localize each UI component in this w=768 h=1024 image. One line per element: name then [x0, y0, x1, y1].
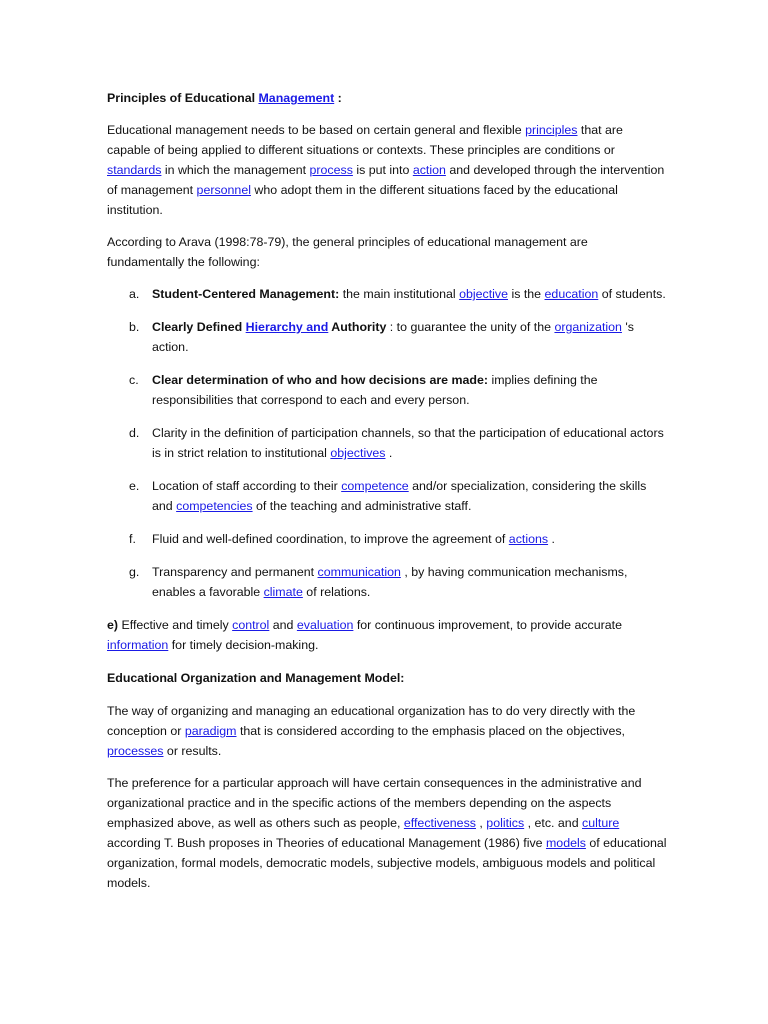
link-climate[interactable]: climate — [263, 585, 303, 599]
preference-paragraph: The preference for a particular approach will have certain consequences in the administrative and organizational practice and in the specific actions of the members depending on the aspects emphasized above, as well as others such as people, effectiveness , politics , etc. and culture according T. Bush proposes in Theories of educational Management (1986) five models of educational organization, formal models, democratic models, subjective models, ambiguous models and political models. — [107, 776, 667, 890]
arava-paragraph: According to Arava (1998:78-79), the general principles of educational management are fundamentally the following: — [107, 235, 588, 269]
list-item: c. Clear determination of who and how decisions are made: implies defining the responsibilities that correspond to each and every person. — [129, 373, 598, 407]
link-hierarchy-and[interactable]: Hierarchy and — [245, 320, 329, 334]
link-education[interactable]: education — [544, 287, 599, 301]
organizing-paragraph: The way of organizing and managing an educational organization has to do very directly with the conception or paradigm that is considered according to the emphasis placed on the objectives, processes or results. — [107, 704, 636, 758]
link-information[interactable]: information — [107, 638, 169, 652]
list-item: g. Transparency and permanent communication , by having communication mechanisms, enables a favorable climate of relations. — [129, 565, 628, 599]
principles-list — [107, 284, 667, 602]
link-actions[interactable]: actions — [508, 532, 549, 546]
section-heading-model: Educational Organization and Management Model: — [107, 671, 405, 685]
link-competence[interactable]: competence — [341, 479, 409, 493]
link-action[interactable]: action — [412, 163, 446, 177]
link-process[interactable]: process — [309, 163, 353, 177]
link-objective[interactable]: objective — [459, 287, 509, 301]
link-effectiveness[interactable]: effectiveness — [403, 816, 476, 830]
link-organization[interactable]: organization — [554, 320, 622, 334]
link-personnel[interactable]: personnel — [196, 183, 251, 197]
link-culture[interactable]: culture — [582, 816, 620, 830]
link-politics[interactable]: politics — [486, 816, 525, 830]
intro-paragraph: Educational management needs to be based on certain general and flexible principles that are capable of being applied to different situations or contexts. These principles are conditions or standards in which the management process is put into action and developed through the intervention of management personnel who adopt them in the different situations faced by the educational institution. — [107, 123, 665, 217]
document-page — [107, 88, 667, 893]
link-paradigm[interactable]: paradigm — [184, 724, 237, 738]
link-management[interactable]: Management — [258, 91, 335, 105]
link-objectives[interactable]: objectives — [330, 446, 386, 460]
link-processes[interactable]: processes — [107, 744, 164, 758]
list-item: f. Fluid and well-defined coordination, to improve the agreement of actions . — [129, 532, 555, 546]
link-principles[interactable]: principles — [525, 123, 578, 137]
link-communication[interactable]: communication — [317, 565, 401, 579]
link-models[interactable]: models — [545, 836, 586, 850]
link-standards[interactable]: standards — [107, 163, 162, 177]
list-item: a. Student-Centered Management: the main institutional objective is the education of students. — [129, 287, 666, 301]
list-item: e. Location of staff according to their competence and/or specialization, considering the skills and competencies of the teaching and administrative staff. — [129, 479, 647, 513]
link-control[interactable]: control — [232, 618, 270, 632]
control-paragraph: e) Effective and timely control and evaluation for continuous improvement, to provide accurate information for timely decision-making. — [107, 618, 622, 652]
list-item: b. Clearly Defined Hierarchy and Authority : to guarantee the unity of the organization 's action. — [129, 320, 634, 354]
section-title: Principles of Educational Management : — [107, 91, 342, 105]
list-item: d. Clarity in the definition of participation channels, so that the participation of educational actors is in strict relation to institutional objectives . — [129, 426, 664, 460]
link-competencies[interactable]: competencies — [176, 499, 253, 513]
link-evaluation[interactable]: evaluation — [296, 618, 354, 632]
